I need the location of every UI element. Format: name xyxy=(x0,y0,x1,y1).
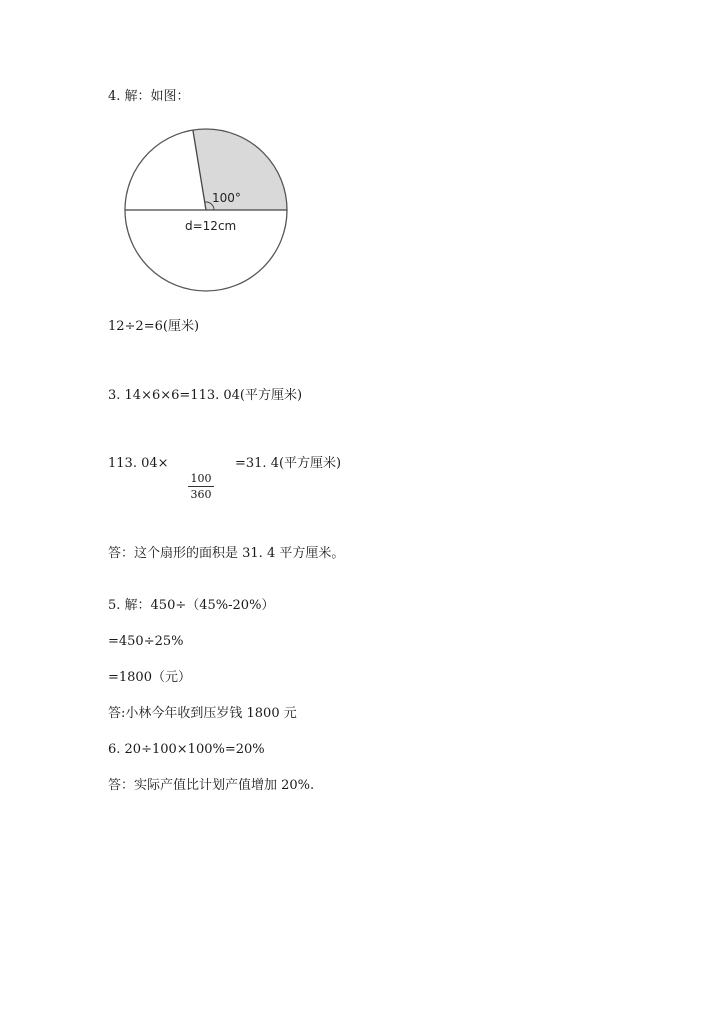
problem4-step3-right: =31. 4(平方厘米) xyxy=(235,456,342,471)
fraction-bar xyxy=(188,486,214,487)
fraction xyxy=(188,472,214,501)
problem4-step3-left: 113. 04× xyxy=(108,456,169,471)
fraction-denominator: 360 xyxy=(190,488,212,501)
problem4-step1: 12÷2=6(厘米) xyxy=(108,319,200,334)
fraction-numerator: 100 xyxy=(190,472,212,485)
circle-diagram xyxy=(118,122,298,300)
problem6-answer: 答：实际产值比计划产值增加 20%. xyxy=(108,778,315,793)
problem5-step1: =450÷25% xyxy=(108,634,184,649)
problem4-answer: 答：这个扇形的面积是 31. 4 平方厘米。 xyxy=(108,546,345,561)
problem4-step2: 3. 14×6×6=113. 04(平方厘米) xyxy=(108,388,303,403)
problem5-heading: 5. 解：450÷（45%-20%） xyxy=(108,598,275,613)
circle-sector-figure xyxy=(118,122,298,304)
angle-label: 100° xyxy=(212,191,241,205)
diameter-label: d=12cm xyxy=(185,219,237,233)
problem5-step2: =1800（元） xyxy=(108,670,191,685)
problem4-heading: 4. 解：如图： xyxy=(108,89,190,104)
problem5-answer: 答:小林今年收到压岁钱 1800 元 xyxy=(108,706,297,721)
problem6-heading: 6. 20÷100×100%=20% xyxy=(108,742,265,757)
